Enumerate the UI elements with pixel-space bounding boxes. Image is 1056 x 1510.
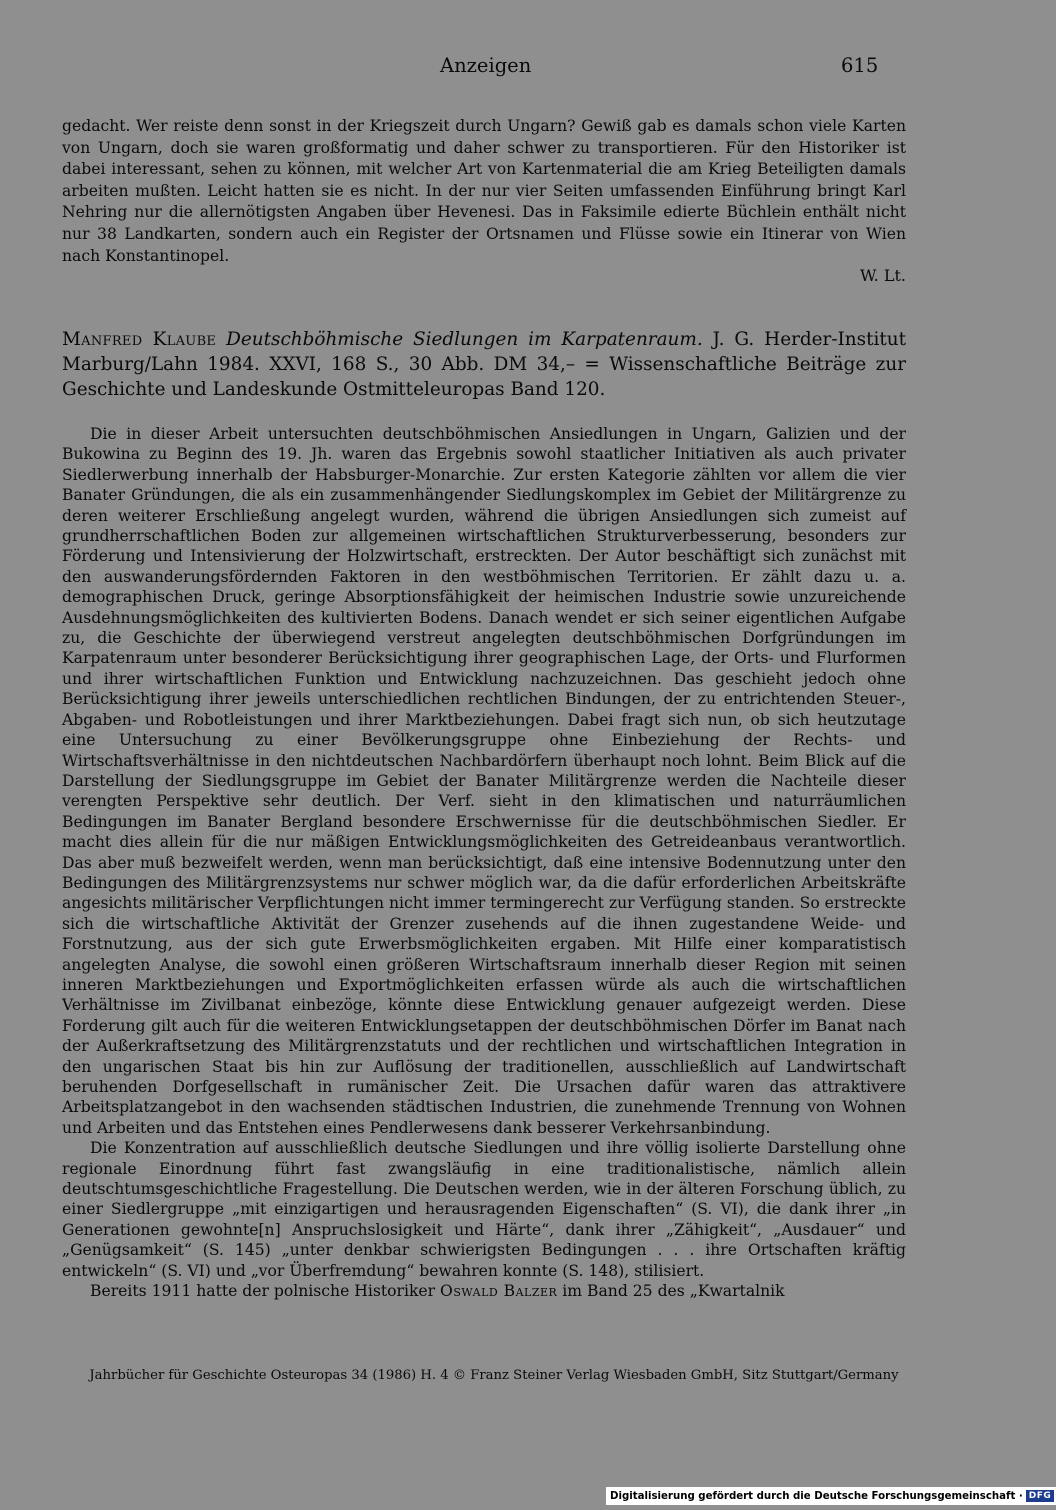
cited-author-name: Oswald Balzer — [440, 1282, 558, 1301]
book-author: Manfred Klaube — [62, 329, 217, 350]
review-citation — [62, 327, 906, 402]
paragraph-text: im Band 25 des „Kwartalnik — [562, 1282, 785, 1301]
paragraph-text: Bereits 1911 hatte der polnische Historiker — [90, 1282, 436, 1301]
funding-badge — [606, 1487, 1056, 1505]
footer-citation: Jahrbücher für Geschichte Osteuropas 34 (1986) H. 4 © Franz Steiner Verlag Wiesbaden GmbH, Sitz Stuttgart/Germany — [89, 1368, 899, 1383]
running-header — [0, 50, 1000, 84]
section-title: Anzeigen — [440, 54, 532, 77]
review-body — [62, 424, 906, 1301]
page-number: 615 — [841, 54, 879, 77]
publication-details: J. G. Herder-Institut Marburg/Lahn 1984. XXVI, 168 S., 30 Abb. DM 34,– = Wissenschaftliche Beiträge zur Geschichte und Landeskunde Ostmitteleuropas Band 120. — [62, 329, 906, 400]
previous-review-text — [62, 116, 906, 267]
book-title: Deutschböhmische Siedlungen im Karpatenraum. — [226, 329, 703, 350]
reviewer-signature: W. Lt. — [860, 266, 906, 285]
review-paragraph: Die Konzentration auf ausschließlich deutsche Siedlungen und ihre völlig isolierte Darstellung ohne regionale Einordnung führt fast zwangsläufig in eine traditionalistische, nämlich allein deutschtumsgeschichtliche Fragestellung. Die Deutschen werden, wie in der älteren Forschung üblich, zu einer Siedlergruppe „mit einzigartigen und herausragenden Eigenschaften“ (S. VI), die dank ihrer „in Generationen gewohnte[n] Anspruchslosigkeit und Härte“, dank ihrer „Zähigkeit“, „Ausdauer“ und „Genügsamkeit“ (S. 145) „unter denkbar schwierigsten Bedingungen . . . ihre Ortschaften kräftig entwickeln“ (S. VI) und „vor Überfremdung“ bewahren konnte (S. 148), stilisiert. — [62, 1139, 906, 1280]
dfg-logo-icon: DFG — [1026, 1490, 1055, 1502]
funding-text: Digitalisierung gefördert durch die Deutsche Forschungsgemeinschaft · — [610, 1490, 1023, 1502]
previous-review-paragraph: gedacht. Wer reiste denn sonst in der Kriegszeit durch Ungarn? Gewiß gab es damals schon viele Karten von Ungarn, doch sie waren großformatig und daher schwer zu transportieren. Für den Historiker ist dabei interessant, sehen zu können, mit welcher Art von Kartenmaterial die am Krieg Beteiligten damals arbeiten mußten. Leicht hatten sie es nicht. In der nur vier Seiten umfassenden Einführung bringt Karl Nehring nur die allernötigsten Angaben über Hevenesi. Das in Faksimile edierte Büchlein enthält nicht nur 38 Landkarten, sondern auch ein Register der Ortsnamen und Flüsse sowie ein Itinerar von Wien nach Konstantinopel. — [62, 117, 906, 265]
review-paragraph — [62, 1281, 906, 1301]
review-paragraph: Die in dieser Arbeit untersuchten deutschböhmischen Ansiedlungen in Ungarn, Galizien und der Bukowina zu Beginn des 19. Jh. waren das Ergebnis sowohl staatlicher Initiativen als auch privater Siedlerwerbung innerhalb der Habsburger-Monarchie. Zur ersten Kategorie zählten vor allem die vier Banater Gründungen, die als ein zusammenhängender Siedlungskomplex im Gebiet der Militärgrenze zu deren weiterer Erschließung angelegt wurden, während die übrigen Ansiedlungen sich zumeist auf grundherrschaftlichen Boden zur allgemeinen wirtschaftlichen Strukturverbesserung, besonders zur Förderung und Intensivierung der Holzwirtschaft, erstreckten. Der Autor beschäftigt sich zunächst mit den auswanderungsfördernden Faktoren in den westböhmischen Territorien. Er zählt dazu u. a. demographischen Druck, geringe Absorptionsfähigkeit der heimischen Industrie sowie unzureichende Ausdehnungsmöglichkeiten des kultivierten Bodens. Danach wendet er sich seiner eigentlichen Aufgabe zu, die Geschichte der überwiegend verstreut angelegten deutschböhmischen Dorfgründungen im Karpatenraum unter besonderer Berücksichtigung ihrer geographischen Lage, der Orts- und Flurformen und ihrer wirtschaftlichen Funktion und Entwicklung nachzuzeichnen. Das geschieht jedoch ohne Berücksichtigung ihrer jeweils unterschiedlichen rechtlichen Bindungen, der zu entrichtenden Steuer-, Abgaben- und Robotleistungen und ihrer Marktbeziehungen. Dabei fragt sich nun, ob sich heutzutage eine Untersuchung zu einer Bevölkerungsgruppe ohne Einbeziehung der Rechts- und Wirtschaftsverhältnisse in den nichtdeutschen Nachbardörfern überhaupt noch lohnt. Beim Blick auf die Darstellung der Siedlungsgruppe im Gebiet der Banater Militärgrenze werden die Nachteile dieser verengten Perspektive sehr deutlich. Der Verf. sieht in den klimatischen und naturräumlichen Bedingungen im Banater Bergland besondere Erschwernisse für die deutschböhmischen Siedler. Er macht dies allein für die nur mäßigen Entwicklungsmöglichkeiten des Getreideanbaus verantwortlich. Das aber muß bezweifelt werden, wenn man berücksichtigt, daß eine intensive Bodennutzung unter den Bedingungen des Militärgrenzsystems nur schwer möglich war, da die dafür erforderlichen Arbeitskräfte angesichts militärischer Verpflichtungen nicht immer termingerecht zur Verfügung standen. So erstreckte sich die wirtschaftliche Aktivität der Grenzer zusehends auf die ihnen zugestandene Weide- und Forstnutzung, aus der sich gute Erwerbsmöglichkeiten ergaben. Mit Hilfe einer komparatistisch angelegten Analyse, die sowohl einen größeren Wirtschaftsraum innerhalb dieser Region mit seinen inneren Marktbeziehungen und Exportmöglichkeiten erfassen würde als auch die wirtschaftlichen Verhältnisse im Zivilbanat einbezöge, könnte diese Entwicklung genauer aufgezeigt werden. Diese Forderung gilt auch für die weiteren Entwicklungsetappen der deutschböhmischen Dörfer im Banat nach der Außerkraftsetzung des Militärgrenzstatuts und der rechtlichen und wirtschaftlichen Integration in den ungarischen Staat bis hin zur Auflösung der traditionellen, ausschließlich auf Landwirtschaft beruhenden Dorfgesellschaft in rumänischer Zeit. Die Ursachen dafür waren das attraktivere Arbeitsplatzangebot in den wachsenden städtischen Industrien, die zunehmende Trennung von Wohnen und Arbeiten und das Entstehen eines Pendlerwesens dank besserer Verkehrsanbindung. — [62, 425, 906, 1137]
journal-footer — [0, 1368, 1000, 1383]
